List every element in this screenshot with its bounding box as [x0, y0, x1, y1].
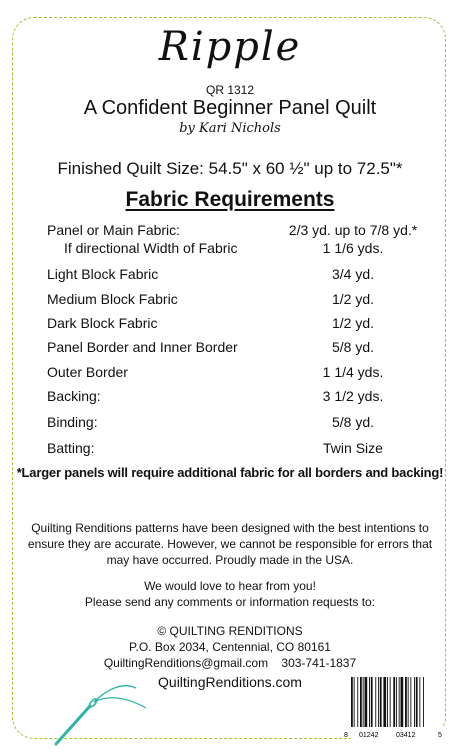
pattern-title: Ripple	[158, 24, 302, 70]
barcode-bar	[365, 677, 368, 733]
req-amount: 1/2 yd.	[331, 315, 375, 331]
barcode-digits-1: 01242	[359, 732, 379, 739]
barcode-bar	[390, 677, 391, 733]
needle-thread-icon	[50, 648, 150, 748]
req-amount: Twin Size	[323, 440, 383, 456]
req-label: Medium Block Fabric	[47, 291, 178, 307]
req-amount: 2/3 yd. up to 7/8 yd.*	[288, 222, 418, 238]
barcode-bar	[408, 677, 409, 733]
barcode-bar	[401, 677, 404, 733]
fabric-requirements-heading: Fabric Requirements	[125, 188, 335, 211]
req-label: If directional Width of Fabric	[64, 240, 238, 256]
company-email-phone: QuiltingRenditions@gmail.com 303-741-1837	[103, 656, 357, 670]
contact-request: Please send any comments or information requests to:	[84, 595, 376, 609]
req-amount: 5/8 yd.	[331, 339, 375, 355]
barcode-digit-right: 5	[438, 732, 442, 739]
barcode-bar	[393, 677, 395, 733]
barcode-bar	[369, 677, 370, 733]
req-label: Batting:	[47, 440, 95, 456]
barcode-bar	[371, 677, 373, 733]
barcode-bar	[351, 677, 353, 733]
company-website: QuiltingRenditions.com	[158, 674, 302, 690]
barcode-bar	[423, 677, 424, 733]
barcode-bar	[380, 677, 382, 733]
barcode-bars	[351, 677, 424, 733]
req-amount: 5/8 yd.	[331, 414, 375, 430]
finished-size: Finished Quilt Size: 54.5" x 60 ½" up to 72.5"*	[57, 159, 403, 178]
warning-note: *Larger panels will require additional fabric for all borders and backing!	[16, 465, 444, 480]
barcode-bar	[360, 677, 362, 733]
req-label: Binding:	[47, 414, 98, 430]
barcode-bar	[354, 677, 355, 733]
barcode-digit-left: 8	[344, 732, 348, 739]
barcode-bar	[375, 677, 376, 733]
barcode-bar	[405, 677, 407, 733]
barcode-bar	[396, 677, 397, 733]
pattern-author: by Kari Nichols	[179, 121, 281, 136]
barcode-bar	[387, 677, 388, 733]
req-amount: 1/2 yd.	[331, 291, 375, 307]
req-label: Dark Block Fabric	[47, 315, 158, 331]
req-label: Light Block Fabric	[47, 266, 159, 282]
barcode-bar	[399, 677, 400, 733]
disclaimer: Quilting Renditions patterns have been designed with the best intentions to ensure they are accurate. However, we cannot be responsible for errors that may have occurred. Proudly made in the USA.	[27, 521, 433, 567]
barcode-bar	[363, 677, 364, 733]
barcode	[341, 675, 445, 739]
pattern-code: QR 1312	[205, 83, 255, 97]
pattern-subtitle: A Confident Beginner Panel Quilt	[83, 97, 377, 119]
req-amount: 1 1/6 yds.	[322, 240, 384, 256]
req-label: Panel or Main Fabric:	[47, 222, 181, 238]
req-amount: 3 1/2 yds.	[322, 388, 384, 404]
req-label: Backing:	[47, 388, 101, 404]
barcode-bar	[419, 677, 420, 733]
barcode-bar	[378, 677, 379, 733]
company-address: P.O. Box 2034, Centennial, CO 80161	[129, 640, 331, 654]
barcode-bar	[357, 677, 358, 733]
contact-invite: We would love to hear from you!	[144, 579, 316, 593]
req-amount: 3/4 yd.	[331, 266, 375, 282]
req-label: Panel Border and Inner Border	[47, 339, 238, 355]
company-name: © QUILTING RENDITIONS	[157, 624, 303, 638]
barcode-bar	[383, 677, 386, 733]
barcode-bar	[416, 677, 418, 733]
req-label: Outer Border	[47, 364, 128, 380]
barcode-bar	[414, 677, 415, 733]
req-amount: 1 1/4 yds.	[322, 364, 384, 380]
barcode-digits-2: 03412	[396, 732, 416, 739]
barcode-bar	[410, 677, 411, 733]
